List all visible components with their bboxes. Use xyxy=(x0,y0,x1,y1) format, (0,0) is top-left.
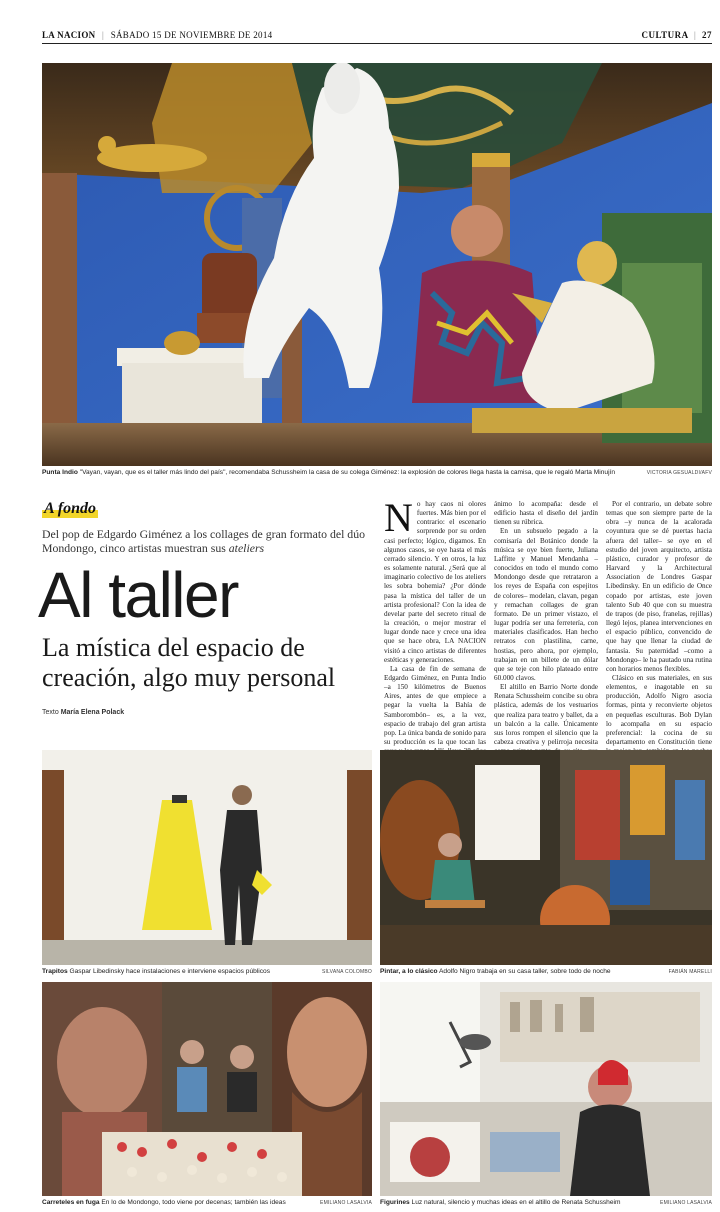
main-photo-caption-text: "Vayan, vayan, que es el taller más lindo del país", recomendaba Schussheim la casa de su colega Giménez: la explosión de colores llega hasta la camisa, que le regaló Marta Minujín xyxy=(79,469,616,476)
photo-trapitos-image xyxy=(42,750,372,965)
paragraph: Por el contrario, un debate sobre temas que son siempre parte de la obra –y nunca de la acalorada coyuntura que se dé puertas hacia afuera del taller– se oye en el estudio del joven arquitecto, artista plástico, curador y profesor de Harvard y la Architectural Association de Londres Gaspar Libedinsky. En un edificio de Once copado por artistas, este joven talento Sub 40 que con su muestra de trapos (de piso, franelas, rejillas) llegó lejos, planea intervenciones en el espacio público, convencido de que hay que llenar la ciudad de fantasía. Su paternidad –como a Mondongo– le ha pautado una rutina con horarios menos flexibles. xyxy=(606,500,712,673)
photo-trapitos-credit: SILVANA COLOMBO xyxy=(321,969,372,975)
photo-carreteles-credit: EMILIANO LASALVIA xyxy=(320,1200,372,1206)
page-masthead xyxy=(42,30,712,44)
photo-figurines-image xyxy=(380,982,712,1196)
byline-author: María Elena Polack xyxy=(60,709,125,716)
masthead-left: LA NACION | SÁBADO 15 DE NOVIEMBRE DE 2014 xyxy=(42,30,273,40)
photo-pintar-image xyxy=(380,750,712,965)
paragraph: Clásico en sus materiales, en sus elementos, e inagotable en su producción, Adolfo Nigro asocia formas, pinta y reconvierte objetos en pequeñas esculturas. Bob Dylan lo acompaña en su espacio preferencial: la cocina de su departamento en Constitución tiene xyxy=(606,673,712,747)
photo-caption-lead: Figurines xyxy=(380,1199,410,1206)
paragraph: o hay caos ni olores fuertes. Más bien por el contrario: el escenario sorprende por su orden casi perfecto; lógico, digamos. En algunos casos, se oye hasta el más cerrado silencio. Y en otros, la luz es solamente natural. ¿Será que al imaginario colectivo de los ateliers les sobra bohemia? ¿Por dónde pasa la mística del taller de un artista profesional? Con la idea de develar parte del secreto ritual de la creación, o mejor mostrar el lugar donde nace y crece una idea que se hace obra, LA NACION visitó a cinco artistas de diferentes estéticas y generaciones. xyxy=(384,500,486,664)
section-kicker: A fondo xyxy=(44,500,97,517)
photo-carreteles-caption xyxy=(42,1199,312,1207)
main-photo-caption-lead: Punta Indio xyxy=(42,469,78,476)
photo-figurines xyxy=(380,982,712,1196)
photo-figurines-credit: EMILIANO LASALVIA xyxy=(660,1200,712,1206)
deck-emphasis: ateliers xyxy=(228,541,265,555)
photo-pintar xyxy=(380,750,712,965)
photo-caption-text: Adolfo Nigro trabaja en su casa taller, sobre todo de noche xyxy=(439,968,611,975)
deck-text: Del pop de Edgardo Giménez a los collages de gran formato del dúo Mondongo, cinco artistas muestran sus xyxy=(42,527,365,555)
drop-cap: N xyxy=(384,495,413,540)
article-subhead: La mística del espacio de creación, algo muy personal xyxy=(42,633,336,692)
photo-trapitos xyxy=(42,750,372,965)
masthead-right: CULTURA | 27 xyxy=(641,30,712,40)
article-column-3 xyxy=(606,500,712,775)
article-byline xyxy=(42,709,124,716)
photo-caption-text: Luz natural, silencio y muchas ideas en el altillo de Renata Schussheim xyxy=(411,1199,621,1206)
page-number: 27 xyxy=(702,30,712,40)
photo-figurines-caption xyxy=(380,1199,660,1207)
main-photo xyxy=(42,63,712,466)
article-headline: Al taller xyxy=(38,559,238,631)
byline-label: Texto xyxy=(42,709,59,716)
main-photo-caption xyxy=(42,469,616,477)
article-deck xyxy=(42,527,372,555)
paragraph: El altillo en Barrio Norte donde Renata Schussheim concibe su obra plástica, además de los vestuarios que realiza para teatro y ballet, da a un balcón a la calle. Únicamente sus loros rompen el silencio que la cabeza creativa y pelirroja necesita xyxy=(494,683,598,747)
paragraph: En un subsuelo pegado a la comisaría del Botánico donde la música se oye bien fuerte, Juliana Laffitte y Manuel Mendanha –conocidos en todo el mundo como Mondongo desde que retrataron a los reyes de España con espejitos de colores– modelan, clavan, pegan y remachan collages de gran formato. De un primer vistazo, el lugar podría ser una ferretería, con materiales clasificados. Han hecho retratos con plastilina, carne, hostias, pero ahora, por ejemplo, trabajan en un billete de un dólar que se teje con hilo plateado entre 60.000 clavos. xyxy=(494,527,598,682)
photo-pintar-caption xyxy=(380,968,650,976)
article-column-2 xyxy=(494,500,598,766)
main-photo-image xyxy=(42,63,712,466)
photo-carreteles-image xyxy=(42,982,372,1196)
article-column-1 xyxy=(384,495,486,766)
photo-trapitos-caption xyxy=(42,968,322,976)
photo-pintar-credit: FABIÁN MARELLI xyxy=(668,969,712,975)
photo-caption-text: Gaspar Libedinsky hace instalaciones e interviene espacios públicos xyxy=(69,968,270,975)
paragraph: La casa de fin de semana de Edgardo Giménez, en Punta Indio –a 150 kilómetros de Buenos Aires, antes de que empiece a pegar la vuelta la Bahía de Samborombón– es, a la vez, espacio de trabajo del gran artista pop. La única banda de sonido para su producción es la que tocan las xyxy=(384,664,486,747)
photo-carreteles xyxy=(42,982,372,1196)
photo-caption-lead: Pintar, a lo clásico xyxy=(380,968,438,975)
issue-date: SÁBADO 15 DE NOVIEMBRE DE 2014 xyxy=(110,30,273,40)
photo-caption-text: En lo de Mondongo, todo viene por decenas; también las ideas xyxy=(101,1199,286,1206)
main-photo-credit: VICTORIA GESUALDI/AFV xyxy=(646,470,712,476)
section-name: CULTURA xyxy=(641,30,689,40)
photo-caption-lead: Carreteles en fuga xyxy=(42,1199,100,1206)
paragraph: ánimo lo acompaña: desde el edificio hasta el diseño del jardín tienen su rúbrica. xyxy=(494,500,598,527)
newspaper-name: LA NACION xyxy=(42,30,96,40)
photo-caption-lead: Trapitos xyxy=(42,968,68,975)
